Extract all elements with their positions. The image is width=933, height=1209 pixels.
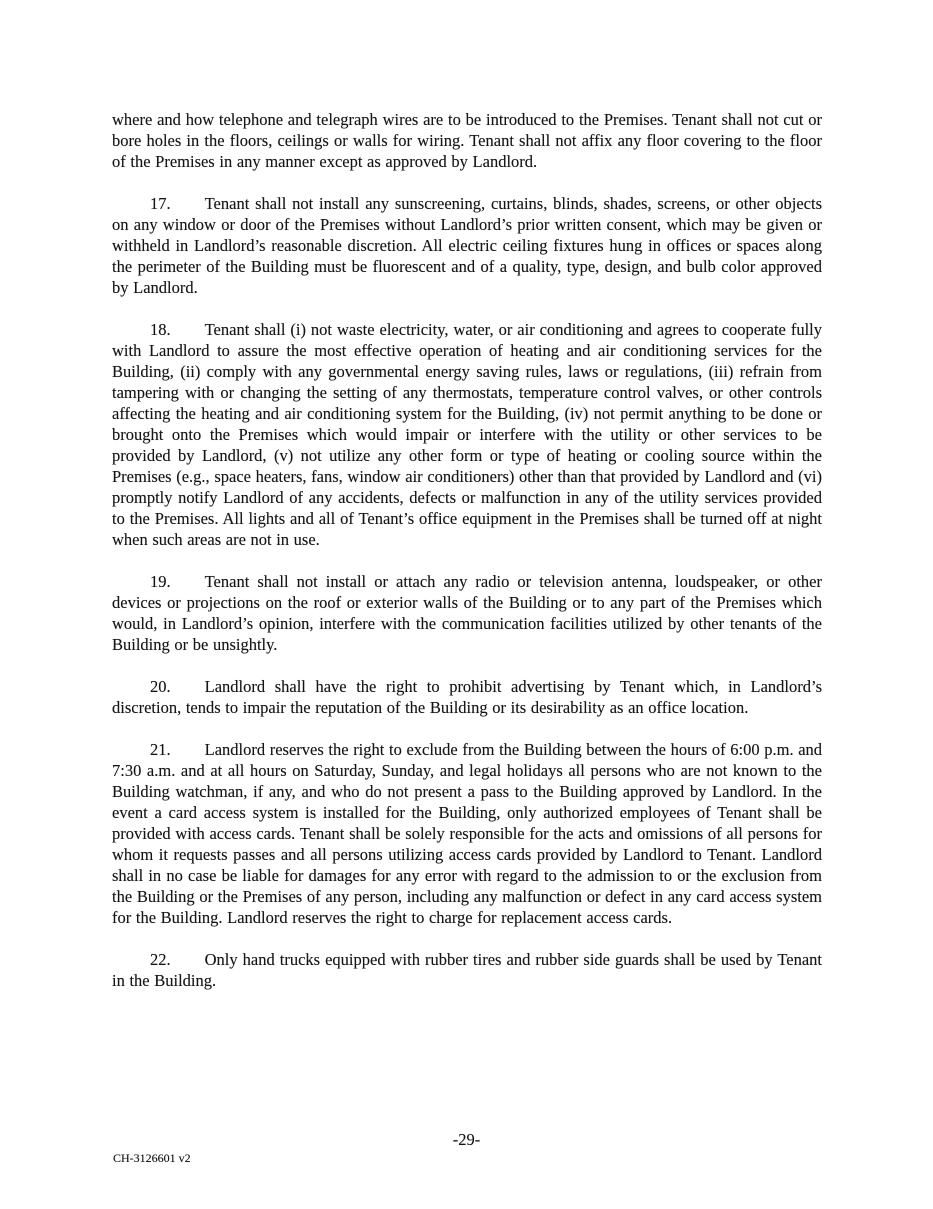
paragraph-21 <box>112 739 822 928</box>
paragraph-text: where and how telephone and telegraph wires are to be introduced to the Premises. Tenant shall not cut or bore holes in the floors, ceilings or walls for wiring. Tenant shall not affix any floor covering to the floor of the Premises in any manner except as approved by Landlord. <box>112 110 822 171</box>
paragraph-22 <box>112 949 822 991</box>
paragraph-text: Landlord reserves the right to exclude from the Building between the hours of 6:00 p.m. and 7:30 a.m. and at all hours on Saturday, Sunday, and legal holidays all persons who are not known to the Building watchman, if any, and who do not present a pass to the Building approved by Landlord. In the event a card access system is installed for the Building, only authorized employees of Tenant shall be provided with access cards. Tenant shall be solely responsible for the acts and omissions of all persons for whom it requests passes and all persons utilizing access cards provided by Landlord to Tenant. Landlord shall in no case be liable for damages for any error with regard to the admission to or the exclusion from the Building or the Premises of any person, including any malfunction or defect in any card access system for the Building. Landlord reserves the right to charge for replacement access cards. <box>112 740 823 927</box>
paragraph-text: Only hand trucks equipped with rubber tires and rubber side guards shall be used by Tenant in the Building. <box>112 950 822 990</box>
paragraph-text: Landlord shall have the right to prohibit advertising by Tenant which, in Landlord’s discretion, tends to impair the reputation of the Building or its desirability as an office location. <box>112 677 822 717</box>
paragraph-number: 20. <box>150 677 171 696</box>
paragraph-18 <box>112 319 822 550</box>
paragraph-text: Tenant shall (i) not waste electricity, water, or air conditioning and agrees to cooperate fully with Landlord to assure the most effective operation of heating and air conditioning services for the Building, (ii) comply with any governmental energy saving rules, laws or regulations, (iii) refrain from tampering with or changing the setting of any thermostats, temperature control valves, or other controls affecting the heating and air conditioning system for the Building, (iv) not permit anything to be done or brought onto the Premises which would impair or interfere with the utility or other services to be provided by Landlord, (v) not utilize any other form or type of heating or cooling source within the Premises (e.g., space heaters, fans, window air conditioners) other than that provided by Landlord and (vi) promptly notify Landlord of any accidents, defects or malfunction in any of the utility services provided to the Premises. All lights and all of Tenant’s office equipment in the Premises shall be turned off at night when such areas are not in use. <box>112 320 822 549</box>
page-number: -29- <box>452 1130 481 1149</box>
paragraph-number: 17. <box>150 194 171 213</box>
paragraph-19 <box>112 571 822 655</box>
footer-reference: CH-3126601 v2 <box>113 1151 191 1165</box>
paragraph-number: 19. <box>150 572 171 591</box>
body-text <box>112 109 822 991</box>
paragraph-20 <box>112 676 822 718</box>
paragraph-text: Tenant shall not install any sunscreening, curtains, blinds, shades, screens, or other objects on any window or door of the Premises without Landlord’s prior written consent, which may be given or withheld in Landlord’s reasonable discretion. All electric ceiling fixtures hung in offices or spaces along the perimeter of the Building must be fluorescent and of a quality, type, design, and bulb color approved by Landlord. <box>112 194 822 297</box>
paragraph-number: 21. <box>150 740 171 759</box>
continuation-paragraph <box>112 109 822 172</box>
paragraph-number: 18. <box>150 320 171 339</box>
paragraph-17 <box>112 193 822 298</box>
paragraph-number: 22. <box>150 950 171 969</box>
paragraph-text: Tenant shall not install or attach any radio or television antenna, loudspeaker, or other devices or projections on the roof or exterior walls of the Building or to any part of the Premises which would, in Landlord’s opinion, interfere with the communication facilities utilized by other tenants of the Building or be unsightly. <box>112 572 822 654</box>
